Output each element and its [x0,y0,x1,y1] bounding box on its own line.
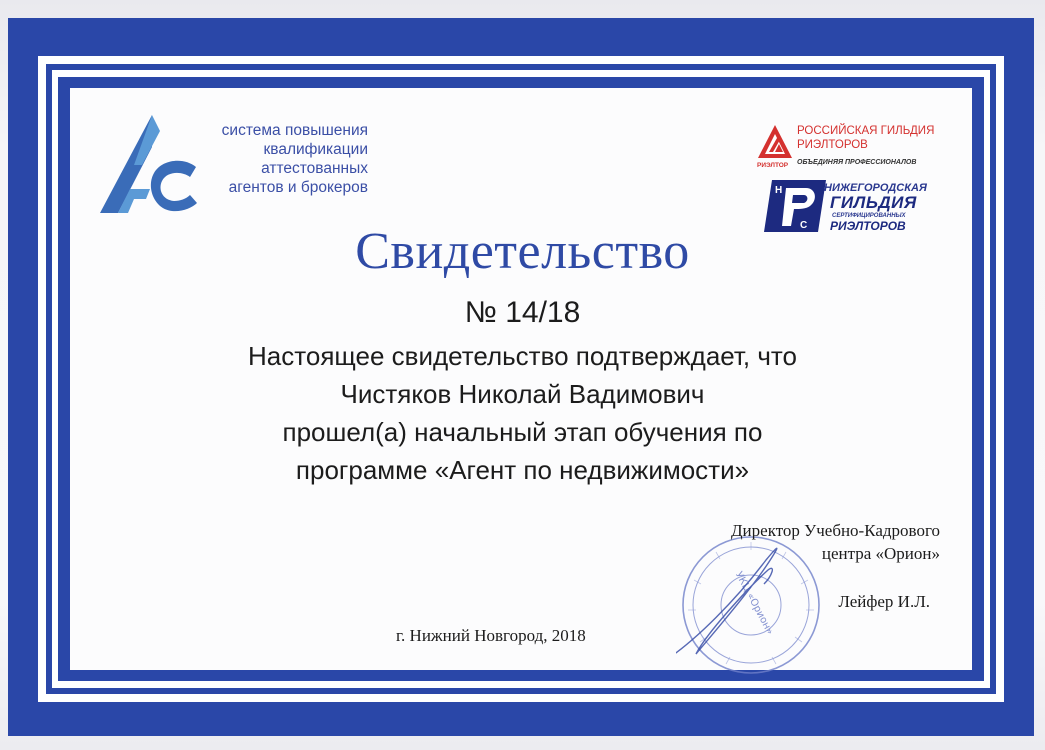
svg-text:С: С [800,220,808,231]
body-line-4: программе «Агент по недвижимости» [295,455,750,485]
rgr-emblem-icon [757,124,793,164]
logo-left-line-4: агентов и брокеров [228,179,368,196]
director-line-1: Директор Учебно-Кадрового [730,521,940,540]
director-line-2: центра «Орион» [821,544,940,563]
svg-text:Н: Н [775,185,783,196]
rgr-name-line-1: РОССИЙСКАЯ ГИЛЬДИЯ [797,125,935,137]
rgr-emblem-label: РИЭЛТОР [757,162,789,169]
logo-left-line-1: система повышения [221,122,368,139]
stamp-center-text: УКЦ «Орион» [732,569,776,637]
ngsr-line-2: ГИЛЬДИЯ [830,193,917,212]
logo-left-line-3: аттестованных [261,160,368,177]
certificate-body [0,337,1045,489]
ngsr-line-1: НИЖЕГОРОДСКАЯ [824,182,927,194]
certificate-title: Свидетельство [355,223,690,280]
certificate-number: № 14/18 [464,296,581,329]
ngsr-line-3: СЕРТИФИЦИРОВАННЫХ [832,213,906,219]
rgr-slogan: ОБЪЕДИНЯЯ ПРОФЕССИОНАЛОВ [797,159,917,166]
training-system-logo [100,113,370,223]
recipient-name: Чистяков Николай Вадимович [340,379,705,409]
as-emblem-icon [100,113,200,217]
signer-name: Лейфер И.Л. [838,592,930,611]
director-title [640,519,940,565]
body-line-3: прошел(а) начальный этап обучения по [282,417,763,447]
place-and-date: г. Нижний Новгород, 2018 [396,626,586,645]
russian-realtors-guild-logo [757,124,947,174]
logo-left-line-2: квалификации [263,141,368,158]
body-line-1: Настоящее свидетельство подтверждает, что [248,341,797,371]
ngsr-line-4: РИЭЛТОРОВ [830,219,906,233]
rgr-name-line-2: РИЭЛТОРОВ [797,139,868,151]
